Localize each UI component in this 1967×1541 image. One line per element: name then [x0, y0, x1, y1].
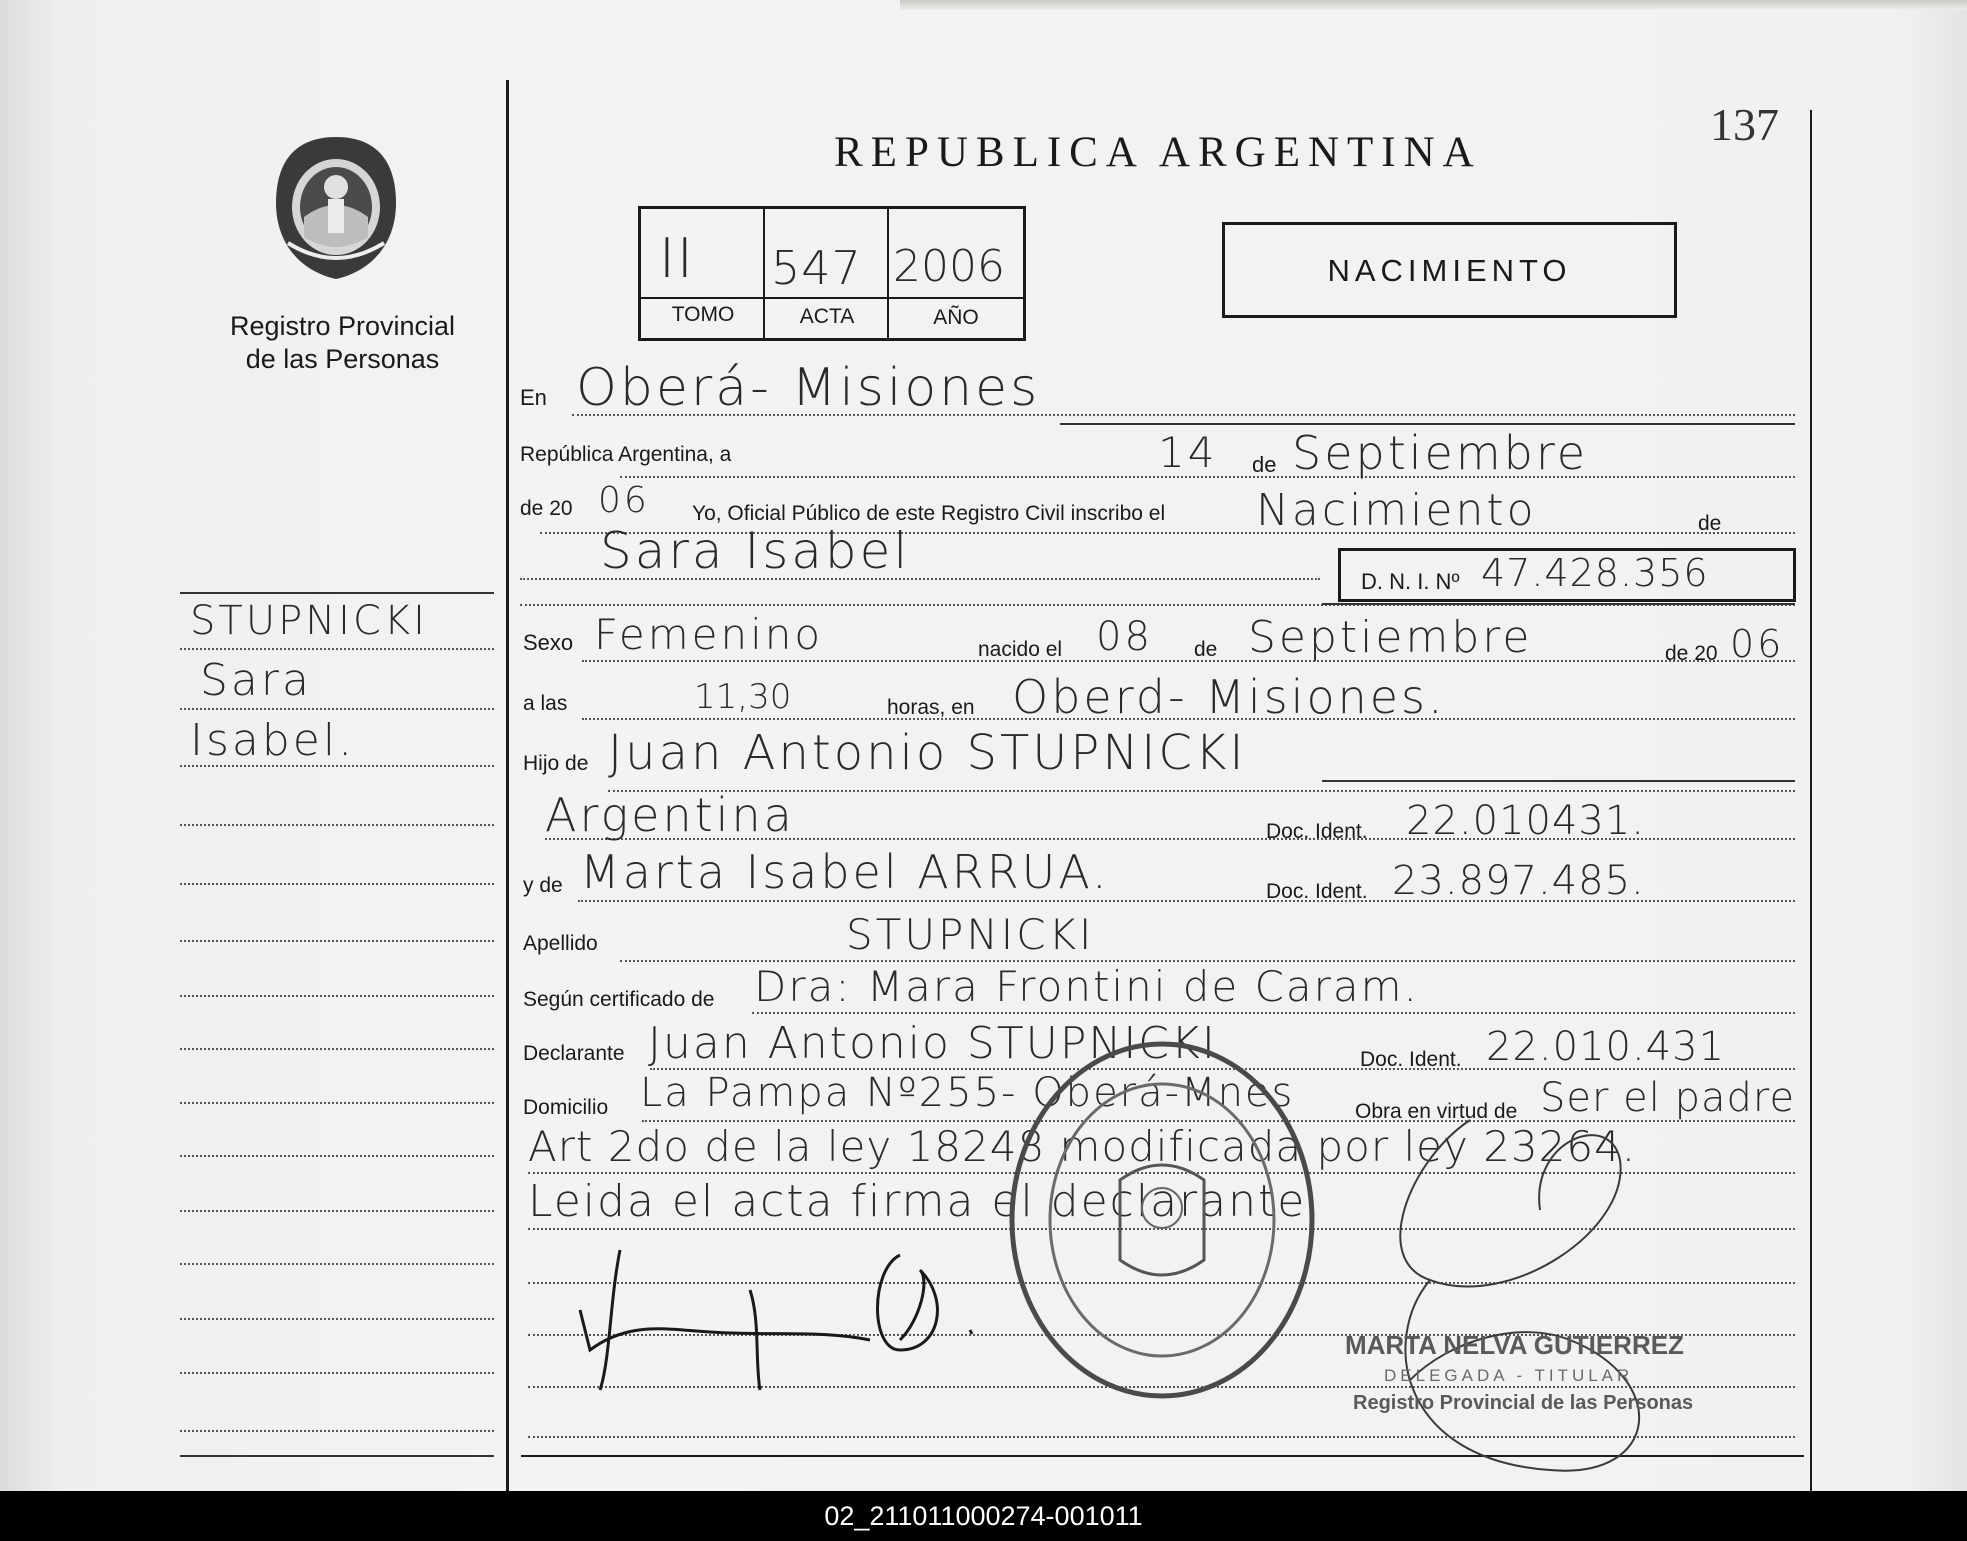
margin-ruled-line: [180, 648, 494, 650]
margin-ruled-line: [180, 1048, 494, 1050]
declarant-signature-icon: [570, 1240, 1000, 1400]
hijo-label: Hijo de: [523, 752, 589, 775]
margin-surname: STUPNICKI: [190, 598, 428, 644]
year-prefix-label: de 20: [520, 497, 573, 520]
margin-ruled-line: [180, 1210, 494, 1212]
declarante-label: Declarante: [523, 1042, 625, 1065]
a-las-label: a las: [523, 692, 568, 715]
margin-ruled-line: [180, 708, 494, 710]
margin-bottom-rule: [180, 1455, 494, 1457]
form-section-line: [1060, 423, 1795, 425]
margin-ruled-line: [180, 1263, 494, 1265]
horas-en-label: horas, en: [887, 696, 975, 719]
obra-value: Ser el padre: [1540, 1075, 1796, 1121]
y-de-label: y de: [523, 874, 563, 897]
tomo-value: II: [659, 227, 695, 290]
republica-label: República Argentina, a: [520, 443, 732, 466]
next-page-edge: [900, 0, 1967, 10]
dni-value: 47.428.356: [1481, 551, 1709, 595]
margin-first-name: Sara: [200, 655, 312, 706]
obra-label: Obra en virtud de: [1355, 1100, 1518, 1123]
extra-line-2: Leida el acta firma el declarante.: [528, 1176, 1323, 1227]
de-label-1: de: [1252, 452, 1277, 477]
margin-second-name: Isabel.: [190, 715, 356, 766]
domicilio-label: Domicilio: [523, 1096, 609, 1119]
nacido-dia: 08: [1096, 614, 1153, 660]
acta-value: 547: [771, 241, 862, 295]
nacido-ano: 06: [1730, 622, 1785, 666]
madre-value: Marta Isabel ARRUA.: [580, 845, 1110, 899]
margin-ruled-line: [180, 883, 494, 885]
declarante-doc: 22.010.431: [1486, 1024, 1726, 1070]
dni-label: D. N. I. Nº: [1361, 569, 1460, 594]
margin-ruled-line: [180, 1318, 494, 1320]
margin-ruled-line: [180, 995, 494, 997]
margin-ruled-line: [180, 1155, 494, 1157]
sexo-value: Femenino: [594, 610, 824, 659]
sexo-label: Sexo: [523, 630, 574, 655]
page-number: 137: [1710, 99, 1779, 150]
madre-doc-label: Doc. Ident.: [1266, 880, 1368, 903]
record-box-divider: [641, 297, 1023, 299]
extra-line-1: Art 2do de la ley 18248 modificada por ley 23264.: [528, 1122, 1637, 1171]
registry-oval-stamp-icon: [1000, 1030, 1330, 1410]
margin-ruled-line: [180, 940, 494, 942]
lugar-value: Oberd- Misiones.: [1012, 670, 1446, 724]
registry-name-line1: Registro Provincial: [229, 311, 456, 341]
month-value: Septiembre: [1292, 426, 1589, 480]
margin-ruled-line: [180, 1430, 494, 1432]
declarante-doc-label: Doc. Ident.: [1360, 1048, 1462, 1071]
year-value: 06: [598, 480, 650, 521]
provincial-seal-icon: [268, 133, 404, 283]
en-label: En: [520, 385, 547, 410]
ano-label: AÑO: [933, 306, 979, 329]
hora-value: 11,30: [694, 677, 792, 717]
padre-nacionalidad: Argentina: [545, 788, 795, 842]
record-type-box: [1222, 222, 1677, 318]
margin-top-rule: [180, 592, 494, 594]
right-frame-line: [1810, 110, 1812, 1491]
en-value: Oberá- Misiones: [576, 358, 1041, 418]
tomo-label: TOMO: [671, 303, 735, 326]
de-label-2: de: [1698, 512, 1722, 535]
padre-doc: 22.010431.: [1406, 798, 1646, 844]
form-section-line: [1322, 603, 1795, 605]
padre-doc-label: Doc. Ident.: [1266, 820, 1368, 843]
margin-ruled-line: [180, 1372, 494, 1374]
declarante-value: Juan Antonio STUPNICKI: [648, 1018, 1217, 1069]
left-frame-line: [506, 80, 509, 1491]
ano-value: 2006: [893, 241, 1005, 292]
apellido-label: Apellido: [523, 932, 598, 955]
acta-label: ACTA: [799, 305, 855, 328]
country-title: REPUBLICA ARGENTINA: [834, 129, 1482, 176]
stamp-title: DELEGADA - TITULAR: [1384, 1366, 1634, 1385]
day-value: 14: [1158, 428, 1218, 477]
de-20-label: de 20: [1665, 642, 1718, 665]
stamp-name: MARTA NELVA GUTIERREZ: [1345, 1330, 1684, 1360]
margin-ruled-line: [180, 824, 494, 826]
registry-name: [180, 310, 505, 376]
nacido-label: nacido el: [978, 638, 1063, 661]
de-label-3: de: [1194, 638, 1218, 661]
official-signature-icon: [1370, 1080, 1670, 1500]
certificado-label: Según certificado de: [523, 988, 715, 1011]
image-caption: 02_211011000274-001011: [0, 1491, 1967, 1541]
acto-value: Nacimiento: [1256, 485, 1537, 536]
registry-name-line2: de las Personas: [245, 344, 440, 374]
margin-ruled-line: [180, 1102, 494, 1104]
certificado-value: Dra: Mara Frontini de Caram.: [754, 962, 1419, 1011]
form-ruled-line: [752, 1012, 1795, 1014]
form-section-line: [1322, 780, 1795, 782]
padre-value: Juan Antonio STUPNICKI: [608, 725, 1247, 781]
madre-doc: 23.897.485.: [1392, 858, 1645, 904]
apellido-value: STUPNICKI: [846, 910, 1095, 959]
record-type-label: NACIMIENTO: [1327, 253, 1572, 288]
record-number-box: [638, 206, 1026, 341]
dni-box: [1338, 548, 1796, 602]
nombre-value: Sara Isabel: [600, 522, 911, 580]
form-ruled-line: [582, 660, 1795, 662]
nacido-mes: Septiembre: [1248, 612, 1533, 663]
stamp-registry: Registro Provincial de las Personas: [1353, 1392, 1694, 1414]
oficial-text: Yo, Oficial Público de este Registro Civil inscribo el: [692, 502, 1166, 525]
domicilio-value: La Pampa Nº255- Oberá-Mnes: [640, 1070, 1295, 1116]
